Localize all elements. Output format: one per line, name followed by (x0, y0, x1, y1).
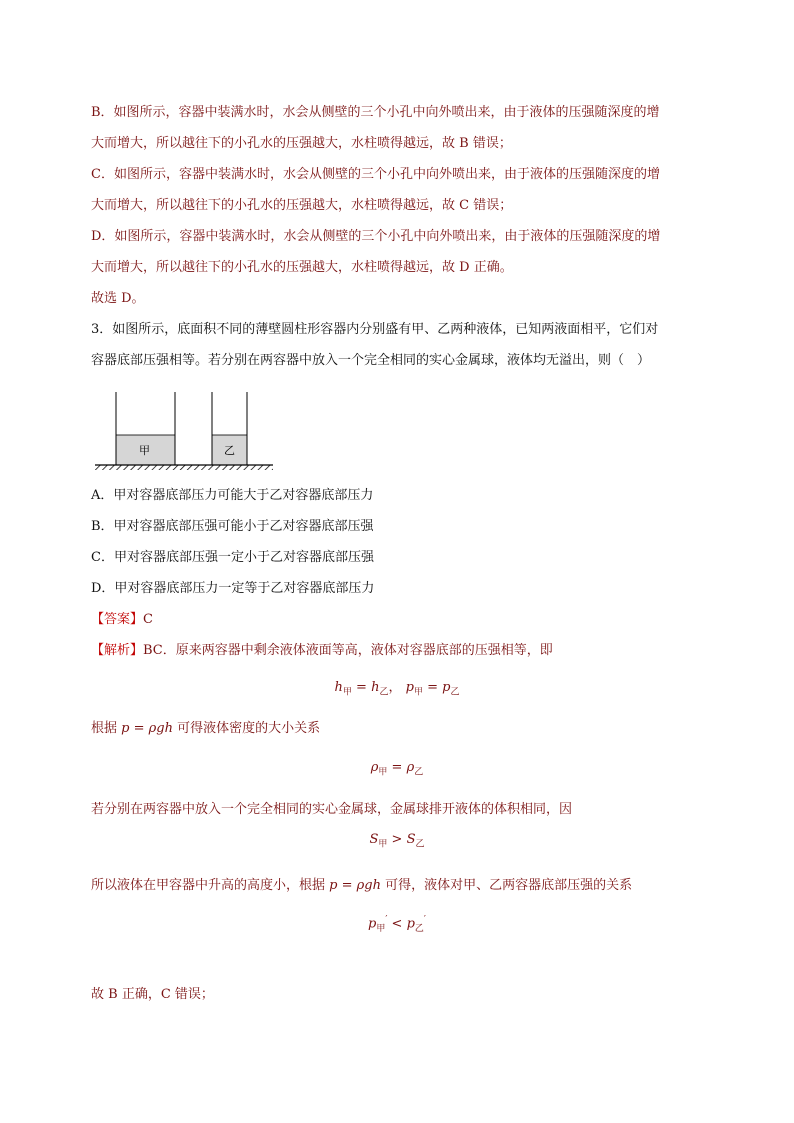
answer-line (91, 604, 711, 635)
analysis-line (91, 635, 711, 666)
choose-d: 故选 D。 (91, 291, 145, 306)
analysis-text3: 若分别在两容器中放入一个完全相同的实心金属球，金属球排开液体的体积相同，因 (91, 802, 573, 817)
explanation-b-line1: B．如图所示，容器中装满水时，水会从侧壁的三个小孔中向外喷出来，由于液体的压强随深度的增 (91, 105, 660, 120)
explanation-c-line1: C．如图所示，容器中装满水时，水会从侧壁的三个小孔中向外喷出来，由于液体的压强随深度的增 (91, 167, 660, 182)
explanation-d-line1: D．如图所示，容器中装满水时，水会从侧壁的三个小孔中向外喷出来，由于液体的压强随深度的增 (91, 229, 661, 244)
analysis-text4: 所以液体在甲容器中升高的高度小，根据 p = ρgh 可得，液体对甲、乙两容器底部压强的关系 (91, 878, 633, 893)
answer-tag: 【答案】 (91, 612, 144, 627)
analysis-text2: 根据 p = ρgh 可得液体密度的大小关系 (91, 721, 321, 736)
analysis-first: BC．原来两容器中剩余液体液面等高，液体对容器底部的压强相等，即 (143, 643, 553, 658)
equation-2: $\rho_甲 = \rho_乙$ (370, 760, 424, 778)
equation-1: $h_甲 = h_乙$， $p_甲 = p_乙$ (334, 680, 460, 698)
equation-4: $p_甲' < p_乙'$ (368, 915, 426, 934)
explanation-d-line2: 大而增大，所以越往下的小孔水的压强越大，水柱喷得越远，故 D 正确。 (91, 260, 513, 275)
option-d: D．甲对容器底部压力一定等于乙对容器底部压力 (91, 581, 375, 596)
answer-value: C (143, 612, 153, 627)
analysis-conclusion: 故 B 正确，C 错误； (91, 987, 214, 1002)
analysis-tag: 【解析】 (91, 643, 144, 658)
option-c: C．甲对容器底部压强一定小于乙对容器底部压强 (91, 550, 374, 565)
equation-3: $S_甲 > S_乙$ (369, 832, 425, 850)
ground-hatch (95, 465, 273, 470)
question3-line1: 3．如图所示，底面积不同的薄壁圆柱形容器内分别盛有甲、乙两种液体，已知两液面相平，它们对 (91, 322, 659, 337)
option-a: A．甲对容器底部压力可能大于乙对容器底部压力 (91, 488, 374, 503)
containers-figure (95, 392, 275, 472)
label-jia: 甲 (139, 444, 150, 457)
question3-line2: 容器底部压强相等。若分别在两容器中放入一个完全相同的实心金属球，液体均无溢出，则（ ） (91, 353, 651, 368)
explanation-c-line2: 大而增大，所以越往下的小孔水的压强越大，水柱喷得越远，故 C 错误； (91, 198, 513, 213)
option-b: B．甲对容器底部压强可能小于乙对容器底部压强 (91, 519, 374, 534)
label-yi: 乙 (224, 444, 235, 457)
explanation-b-line2: 大而增大，所以越往下的小孔水的压强越大，水柱喷得越远，故 B 错误； (91, 136, 512, 151)
